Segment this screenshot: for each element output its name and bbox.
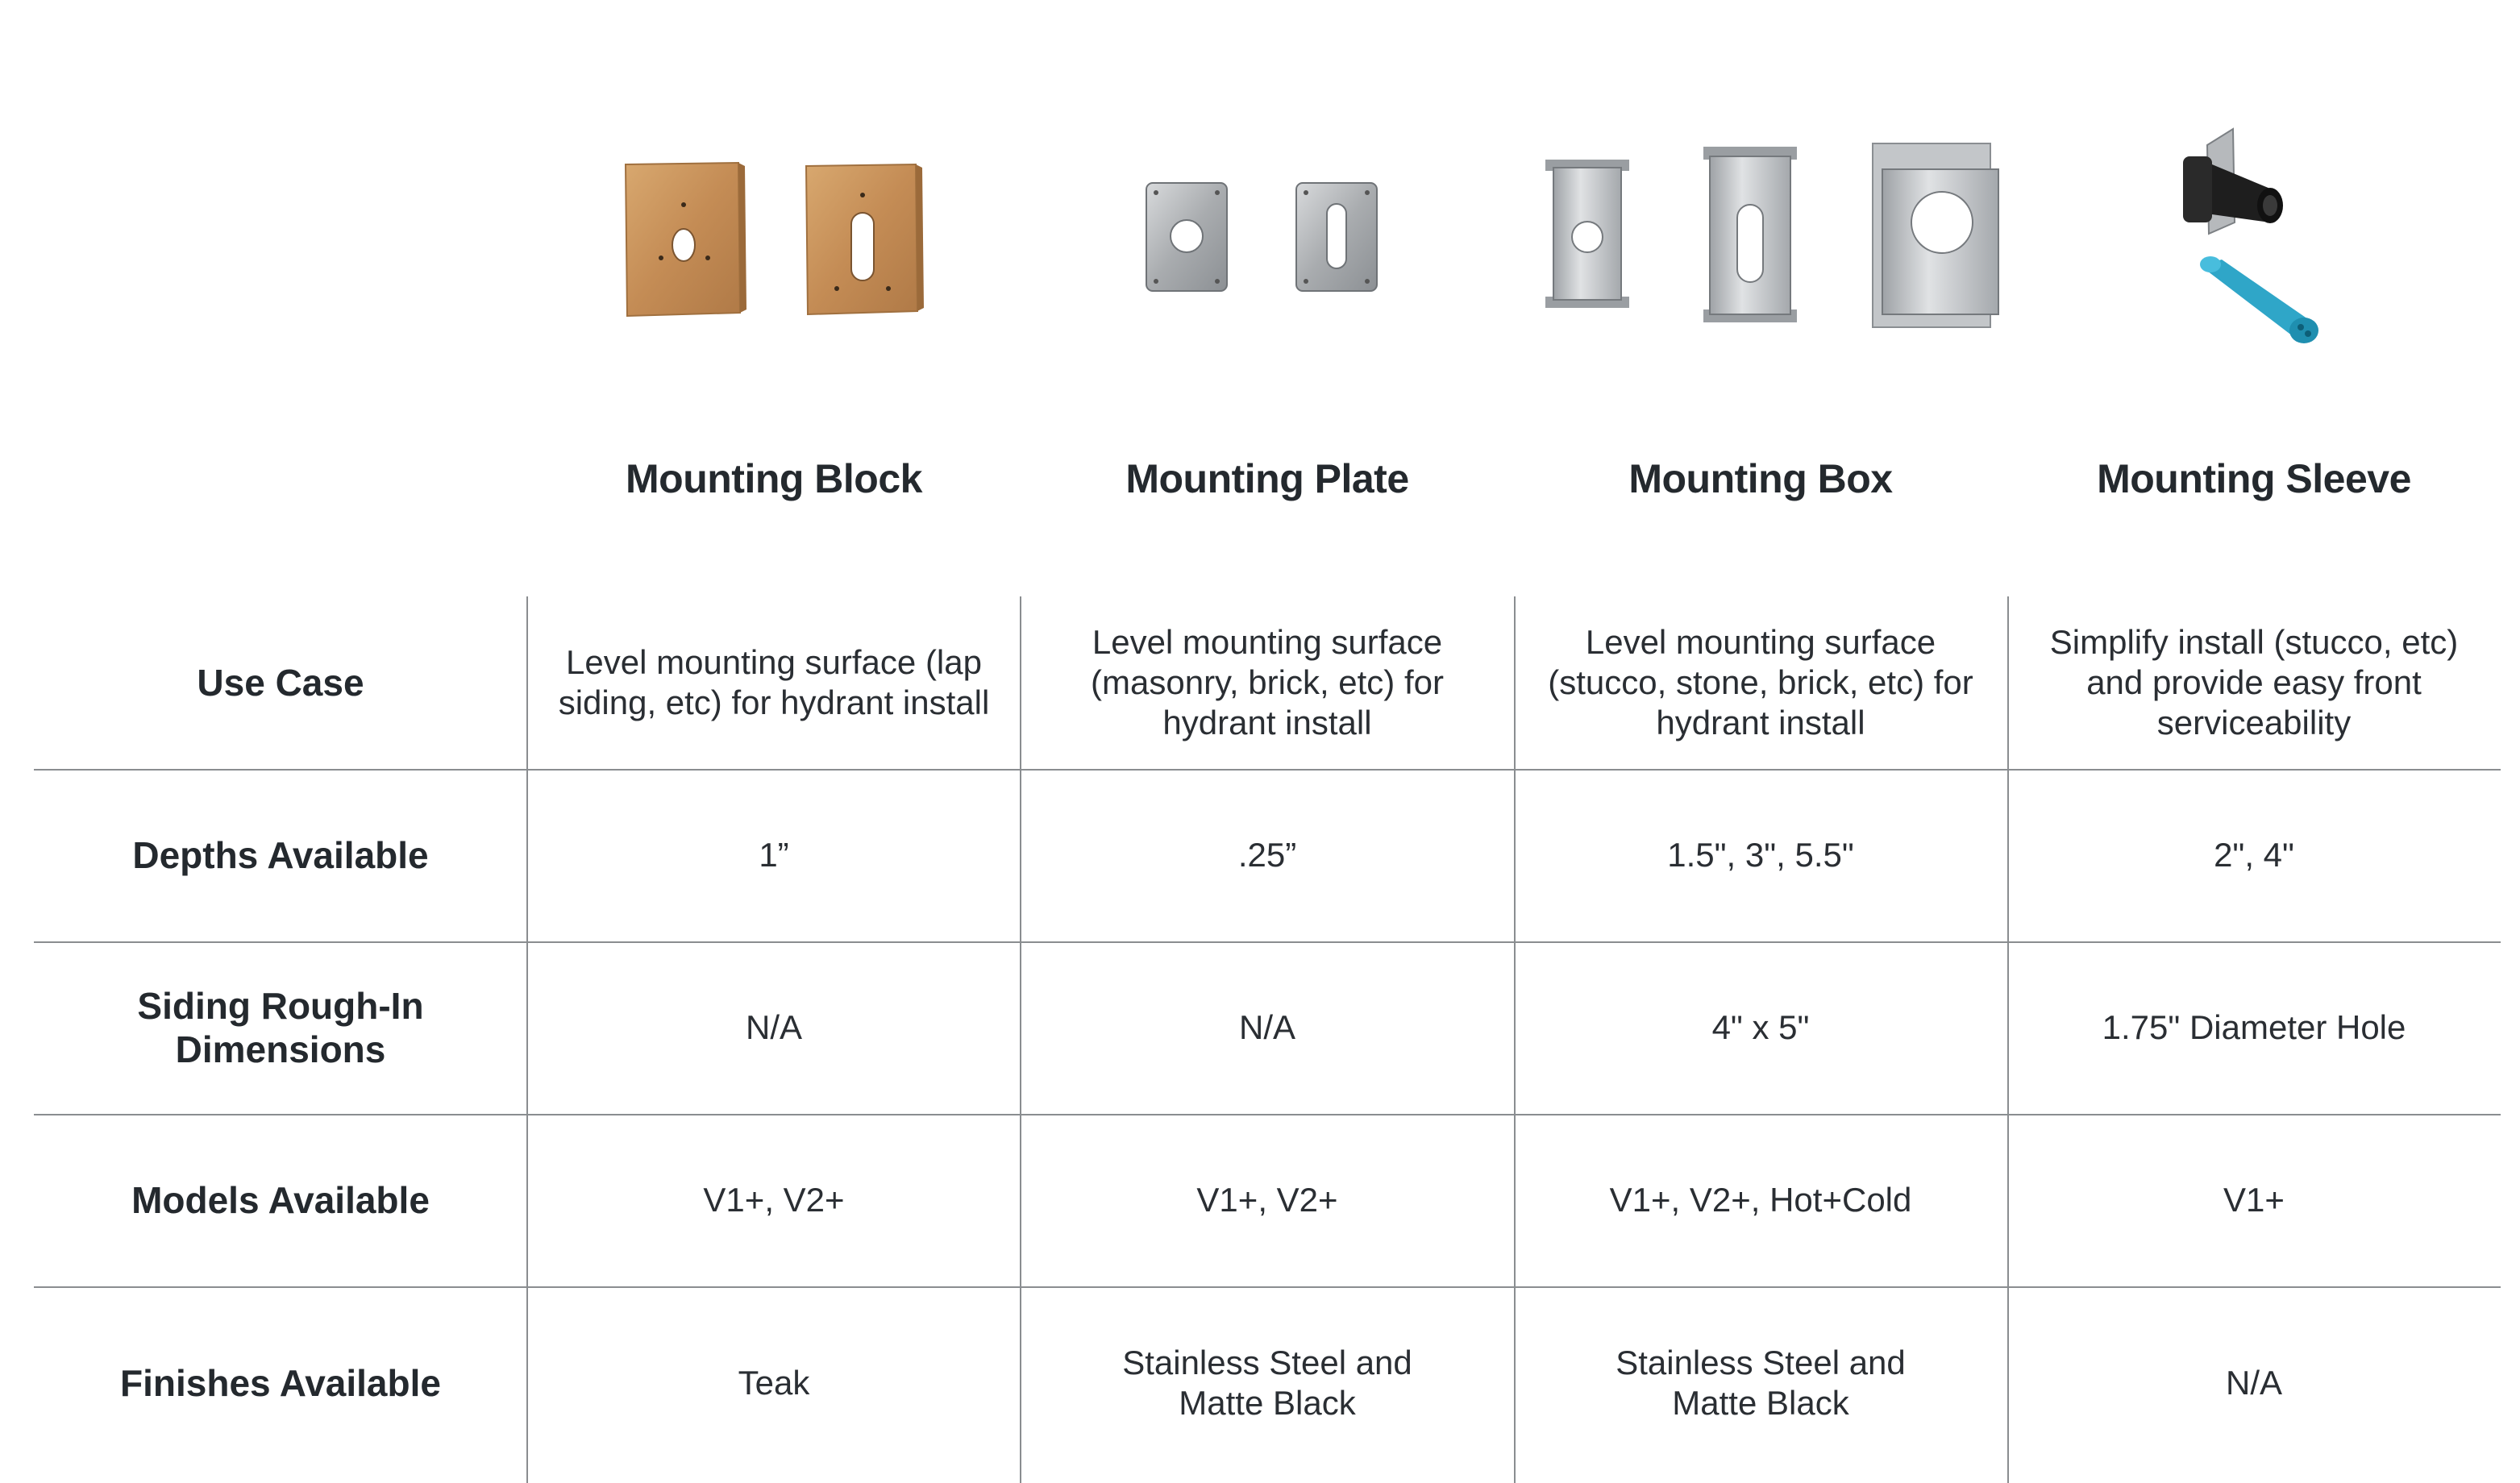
row-divider [34,769,2501,771]
table-cell: 1.75" Diameter Hole [2102,1008,2406,1046]
row-label: Use Case [197,662,364,704]
table-row-use-case [34,596,2501,769]
product-title-mounting-block: Mounting Block [626,456,922,501]
table-cell: V1+, V2+ [703,1181,845,1219]
row-divider [34,1114,2501,1115]
mounting-block-image [613,153,935,322]
mounting-box-image [1536,137,2019,347]
row-divider [34,1286,2501,1288]
table-cell: Teak [738,1364,810,1402]
row-label: Finishes Available [120,1362,441,1404]
product-title-mounting-box: Mounting Box [1628,456,1893,501]
table-cell: V1+ [2223,1181,2285,1219]
table-cell: Stainless Steel and Matte Black [1616,1344,1906,1422]
mounting-plate-image [1137,173,1395,302]
table-row-siding-rough-in [34,941,2501,1114]
row-divider [34,941,2501,943]
table-cell: 2", 4" [2214,836,2294,874]
table-cell: N/A [745,1008,802,1046]
table-row-depths [34,769,2501,941]
table-cell: Level mounting surface (lap siding, etc) for hydrant install [558,643,990,721]
table-cell: N/A [1238,1008,1295,1046]
table-cell: Stainless Steel and Matte Black [1122,1344,1412,1422]
table-cell: 4" x 5" [1711,1008,1810,1046]
table-cell: .25” [1237,836,1297,874]
row-label: Siding Rough-In Dimensions [137,985,424,1070]
table-cell: Level mounting surface (masonry, brick, etc) for hydrant install [1091,623,1444,742]
row-label: Depths Available [132,834,429,876]
table-cell: N/A [2225,1364,2282,1402]
table-cell: V1+, V2+ [1196,1181,1338,1219]
product-title-mounting-sleeve: Mounting Sleeve [2097,456,2411,501]
table-cell: V1+, V2+, Hot+Cold [1609,1181,1912,1219]
column-divider [1514,596,1516,1483]
table-row-models [34,1114,2501,1286]
row-label: Models Available [131,1179,430,1221]
column-divider [2007,596,2009,1483]
table-cell: Simplify install (stucco, etc) and provide easy front serviceability [2049,623,2459,742]
table-row-finishes [34,1286,2501,1480]
table-cell: 1” [759,836,789,874]
table-cell: 1.5", 3", 5.5" [1667,836,1854,874]
mounting-sleeve-image [2169,121,2346,363]
column-divider [1020,596,1021,1483]
table-cell: Level mounting surface (stucco, stone, brick, etc) for hydrant install [1548,623,1973,742]
product-title-mounting-plate: Mounting Plate [1125,456,1409,501]
column-divider [526,596,528,1483]
